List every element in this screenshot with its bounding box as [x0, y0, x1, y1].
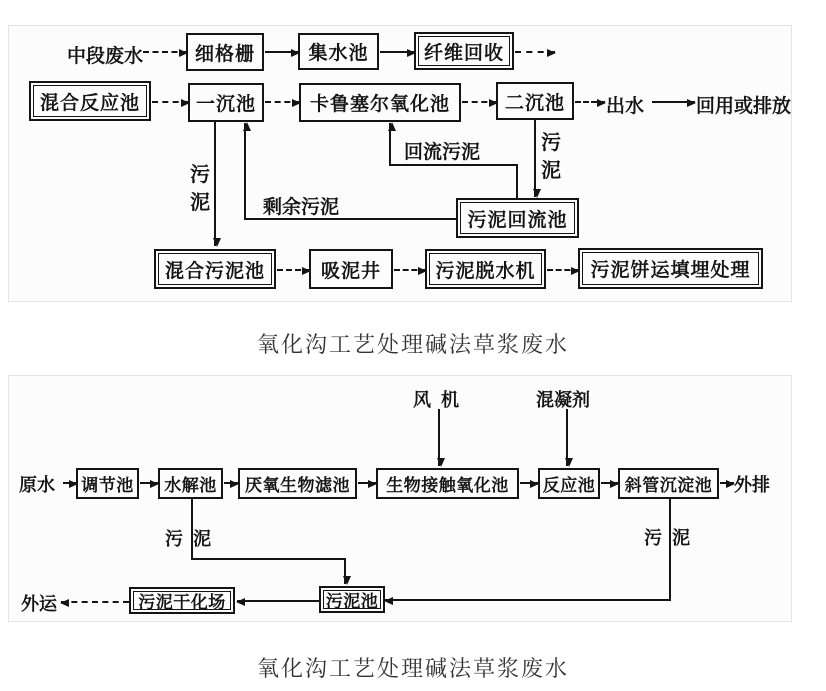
arrow-reaction-to-settling — [601, 482, 618, 484]
arrow-collection-to-fiber — [380, 51, 415, 53]
arrow-primary-to-carrousel — [265, 101, 300, 103]
arrow-effluent-to-reuse — [652, 101, 695, 103]
node-primary-clarifier: 一沉池 — [188, 83, 264, 122]
node-mixed-sludge-tank: 混合污泥池 — [154, 249, 276, 289]
arrow-sludge-into-sludge-tank — [344, 558, 346, 584]
node-mixing-reaction-tank: 混合反应池 — [29, 81, 151, 121]
arrow-fiber-out — [515, 51, 555, 53]
node-sludge-cake-landfill: 污泥饼运填埋处理 — [578, 248, 763, 289]
node-bio-contact-oxidation-tank: 生物接触氧化池 — [376, 468, 519, 499]
label-sludge-hydrolysis: 污泥 — [165, 529, 221, 549]
label-sludge-settling: 污泥 — [644, 528, 700, 548]
node-sludge-return-tank: 污泥回流池 — [456, 198, 579, 238]
line-hydrolysis-sludge-horizontal — [191, 558, 346, 560]
figure1-caption: 氧化沟工艺处理碱法草浆废水 — [256, 332, 569, 357]
arrow-dewatering-to-cake — [547, 269, 579, 271]
arrow-bio-contact-to-reaction — [520, 482, 538, 484]
arrow-raw-to-regulating — [63, 482, 77, 484]
arrow-suction-to-dewatering — [394, 269, 426, 271]
arrow-wastewater-to-fine-screen — [143, 51, 187, 53]
node-sludge-dewatering-machine: 污泥脱水机 — [425, 249, 546, 289]
node-anaerobic-biofilter: 厌氧生物滤池 — [238, 468, 357, 499]
figure2-panel — [8, 375, 792, 622]
arrow-drying-to-transport — [61, 601, 129, 603]
line-return-sludge-up — [389, 123, 391, 164]
node-transport-out: 外运 — [21, 594, 57, 614]
line-return-sludge-from-tank — [516, 164, 518, 198]
arrow-hydrolysis-to-anaerobic — [224, 482, 238, 484]
node-discharge-out: 外排 — [734, 475, 770, 495]
node-reuse-or-discharge: 回用或排放 — [696, 96, 792, 117]
arrow-regulating-to-hydrolysis — [140, 482, 158, 484]
node-coagulant: 混凝剂 — [536, 390, 590, 410]
label-sludge-secondary: 污泥 — [541, 132, 561, 182]
node-secondary-clarifier: 二沉池 — [496, 82, 574, 120]
node-fiber-recovery: 纤维回收 — [414, 32, 514, 70]
node-reaction-tank: 反应池 — [538, 468, 600, 499]
node-sludge-suction-well: 吸泥井 — [309, 249, 393, 289]
arrow-fine-screen-to-collection — [265, 51, 299, 53]
node-collection-tank: 集水池 — [298, 33, 379, 70]
label-sludge-primary: 污泥 — [190, 164, 210, 214]
arrow-secondary-to-effluent — [575, 101, 605, 103]
node-hydrolysis-tank: 水解池 — [158, 468, 223, 499]
figure2-caption: 氧化沟工艺处理碱法草浆废水 — [256, 656, 569, 681]
arrow-mixed-to-suction — [277, 269, 310, 271]
arrow-fan-down — [438, 409, 440, 466]
node-regulating-tank: 调节池 — [76, 468, 139, 499]
node-inclined-tube-settling-tank: 斜管沉淀池 — [618, 468, 719, 499]
node-mid-stage-wastewater: 中段废水 — [67, 46, 144, 67]
line-excess-sludge-up — [244, 123, 246, 218]
label-excess-sludge: 剩余污泥 — [263, 197, 340, 218]
arrow-coagulant-down — [566, 409, 568, 466]
arrow-settling-sludge-to-tank — [385, 599, 671, 601]
line-secondary-sludge-down — [534, 120, 536, 197]
line-return-sludge-horizontal — [389, 164, 517, 166]
figure1-panel — [8, 25, 792, 302]
arrow-sludge-tank-to-drying — [237, 600, 319, 602]
node-fan: 风机 — [413, 390, 469, 410]
arrow-carrousel-to-secondary — [462, 101, 497, 103]
node-sludge-drying-field: 污泥干化场 — [129, 587, 235, 614]
arrow-settling-to-discharge — [720, 482, 734, 484]
arrow-anaerobic-to-bio-contact — [358, 482, 376, 484]
node-carrousel-oxidation-tank: 卡鲁塞尔氧化池 — [299, 83, 461, 122]
node-raw-water: 原水 — [19, 475, 55, 495]
label-return-sludge: 回流污泥 — [404, 142, 481, 163]
node-sludge-tank: 污泥池 — [319, 586, 385, 613]
node-fine-screen: 细格栅 — [186, 33, 264, 71]
arrow-mixing-to-primary — [152, 101, 189, 103]
node-effluent: 出水 — [606, 96, 645, 117]
line-primary-sludge-down — [214, 122, 216, 246]
